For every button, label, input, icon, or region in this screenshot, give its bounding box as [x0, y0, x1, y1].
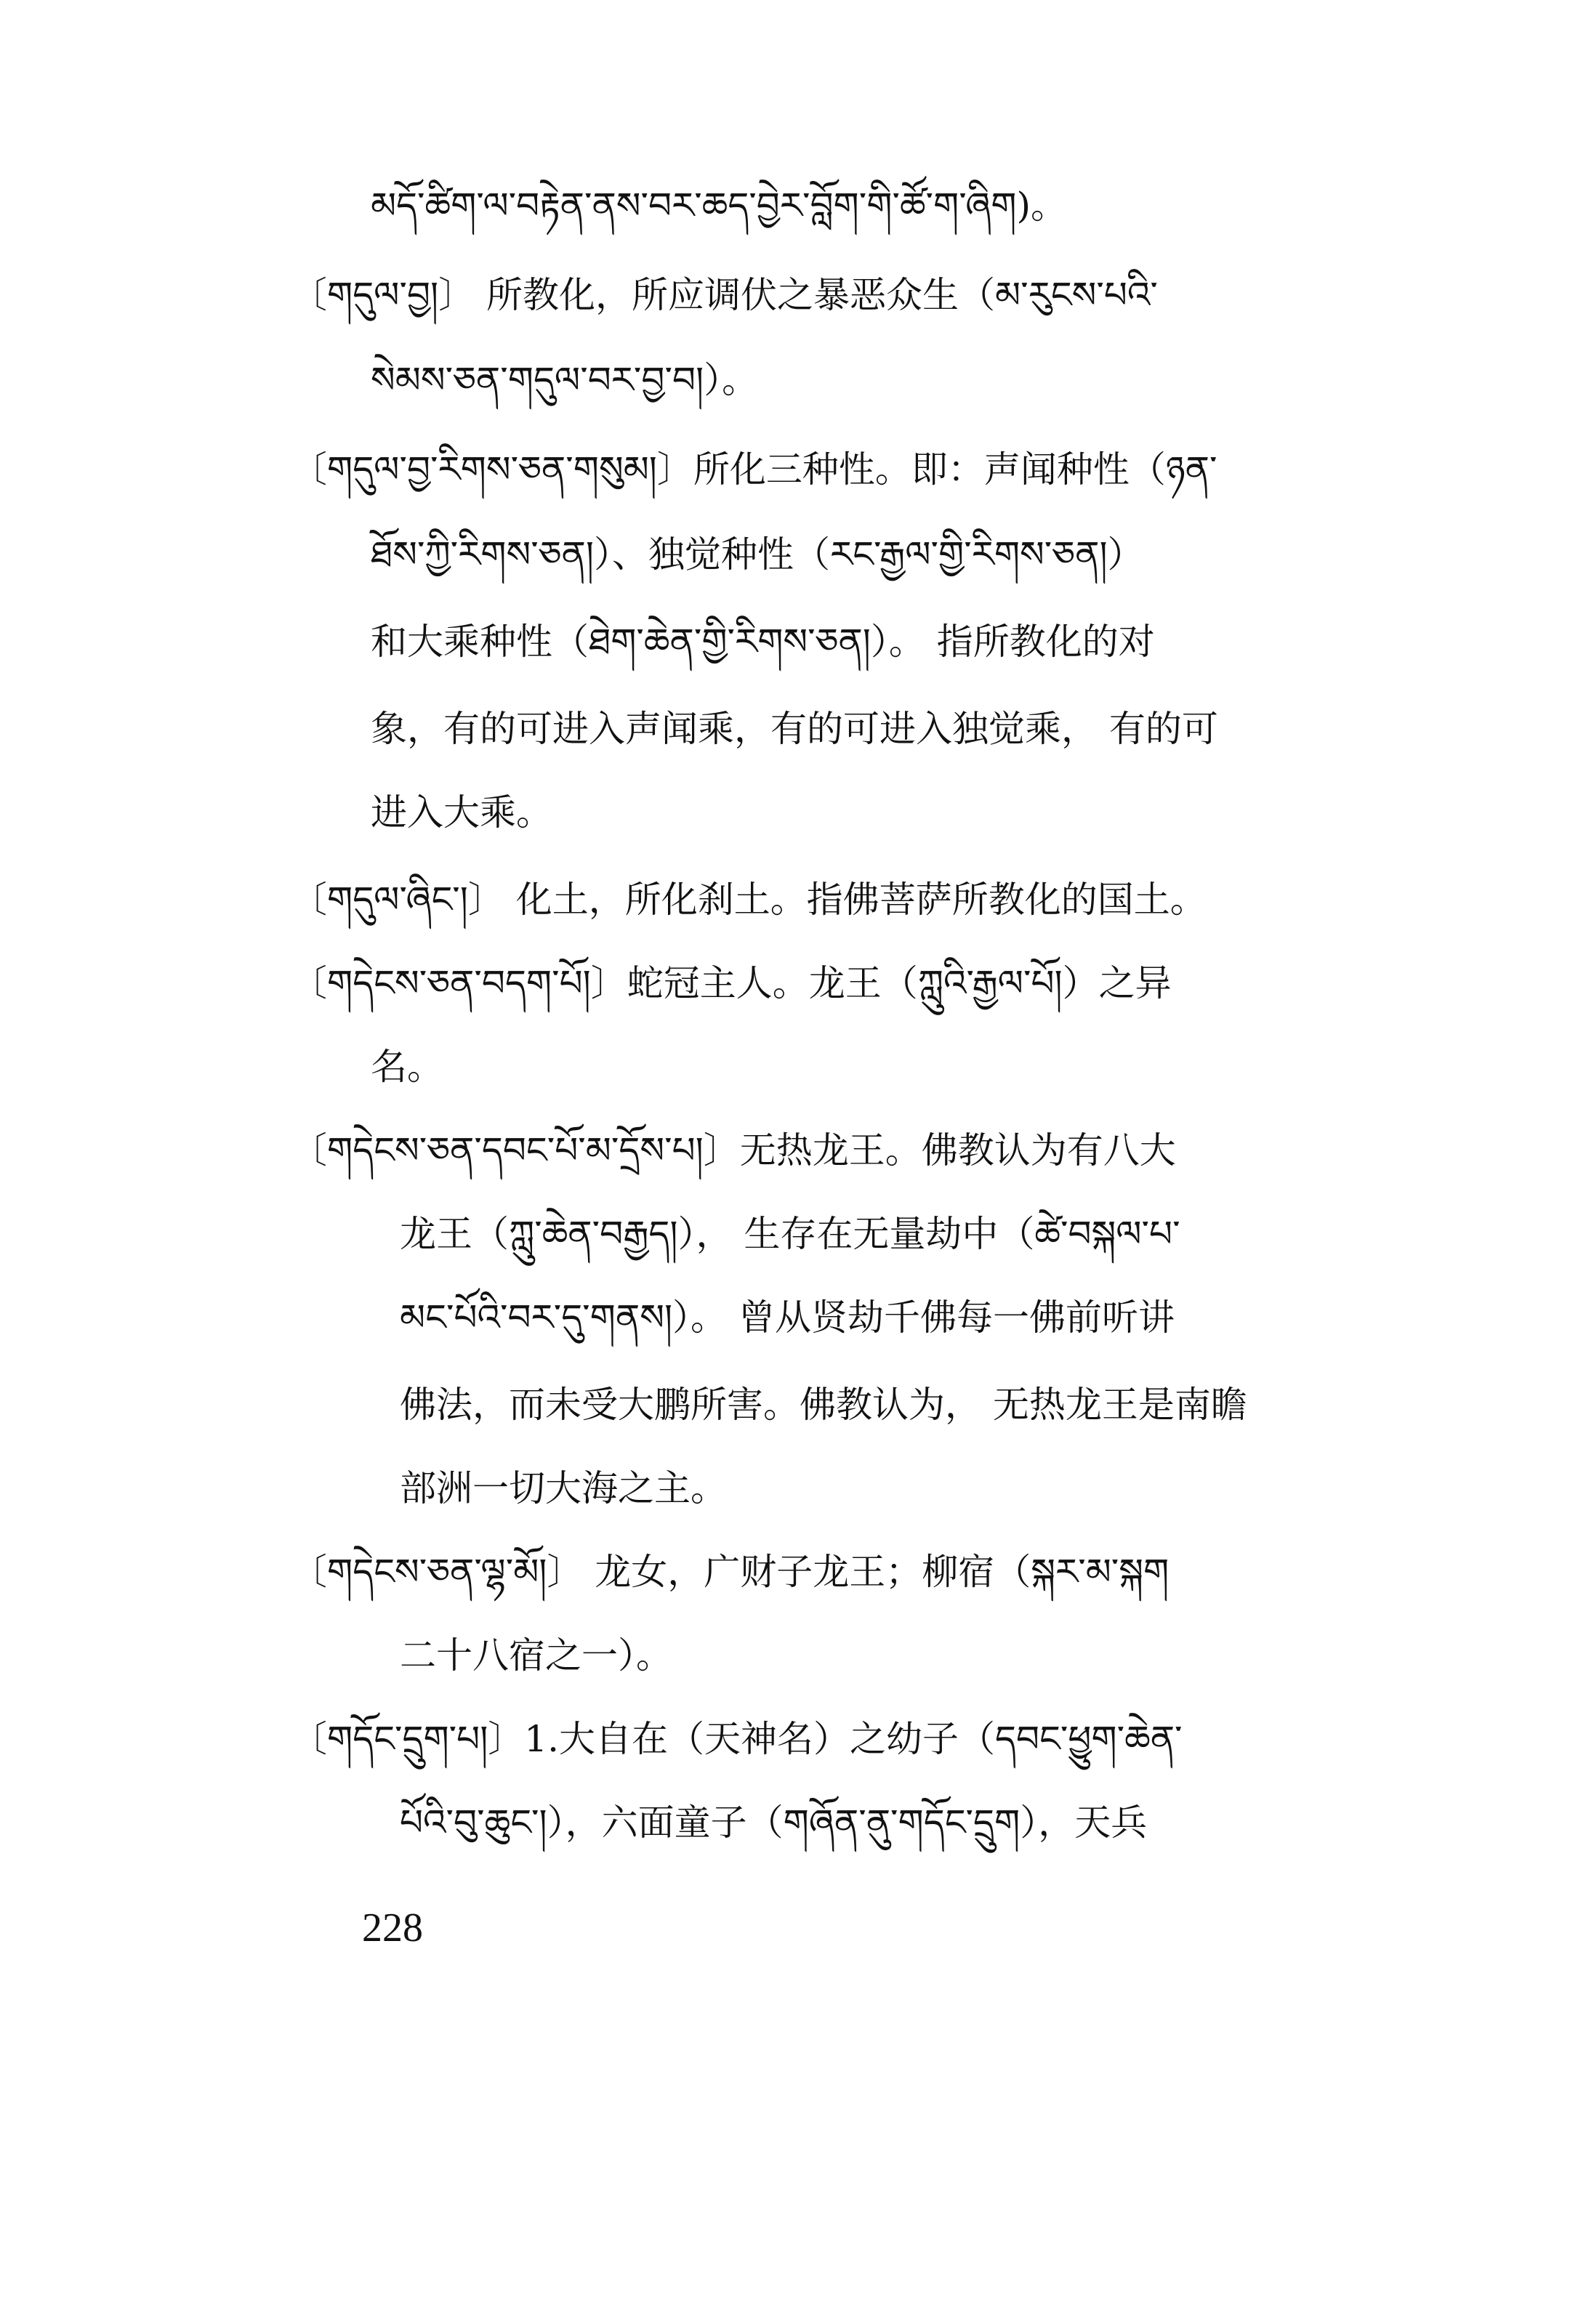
- text-line: 进入大乘。: [371, 791, 552, 834]
- text-line: 象，有的可进入声闻乘，有的可进入独觉乘， 有的可: [371, 708, 1218, 750]
- text-line: 〔གདེངས་ཅན་ལྷ་མོ།〕 龙女，广财子龙王；柳宿（སྐར་མ་སྐག: [291, 1551, 1170, 1593]
- text-line: 〔གདོང་དྲུག་པ།〕1.大自在（天神名）之幼子（དབང་ཕྱུག་ཆེན་: [291, 1718, 1183, 1760]
- text-line: 二十八宿之一）。: [400, 1634, 672, 1677]
- text-line: 部洲一切大海之主。: [400, 1467, 727, 1509]
- page-number: 228: [362, 1905, 423, 1950]
- text-line: མདོ་ཚིག་ལ་བརྟེན་ནས་བར་ཆད་བྱེར་བློག་གི་ཚོ་ག་ཞིག)。: [371, 185, 1067, 227]
- text-line: ཐོས་ཀྱི་རིགས་ཅན།）、独觉种性（རང་རྒྱལ་གྱི་རིགས་ཅན།）: [371, 533, 1144, 576]
- text-line: 〔གདུལ་ཞིང་།〕 化土，所化刹土。指佛菩萨所教化的国土。: [291, 879, 1207, 921]
- text-line: 佛法，而未受大鹏所害。佛教认为， 无热龙王是南瞻: [400, 1384, 1247, 1426]
- text-line: པོའི་བུ་ཆུང་།），六面童子（གཞོན་ནུ་གདོང་དྲུག），天兵: [400, 1801, 1148, 1844]
- text-line: 龙王（ཀླུ་ཆེན་བརྒྱད།）， 生存在无量劫中（ཚེ་བསྐལ་པ་: [400, 1213, 1180, 1255]
- text-line: སེམས་ཅན་གདུལ་བར་བྱ་བ།）。: [371, 359, 759, 401]
- text-line: 〔གདུལ་བྱ།〕 所教化，所应调伏之暴恶众生（མ་རུངས་པའི་: [291, 274, 1158, 316]
- text-line: 〔གདུལ་བྱ་རིགས་ཅན་གསུམ།〕所化三种性。即：声闻种性（ཉན་: [291, 448, 1217, 491]
- text-line: 〔གདེངས་ཅན་དབང་པོ་མ་དྲོས་པ།〕无热龙王。佛教认为有八大: [291, 1129, 1176, 1171]
- text-line: 名。: [371, 1046, 443, 1088]
- text-line: མང་པོའི་བར་དུ་གནས།）。 曾从贤劫千佛每一佛前听讲: [400, 1296, 1175, 1339]
- text-line: 〔གདེངས་ཅན་བདག་པོ།〕蛇冠主人。龙王（ཀླུའི་རྒྱལ་པོ།）之异: [291, 962, 1172, 1004]
- text-line: 和大乘种性（ཐེག་ཆེན་གྱི་རིགས་ཅན།）。 指所教化的对: [371, 621, 1155, 663]
